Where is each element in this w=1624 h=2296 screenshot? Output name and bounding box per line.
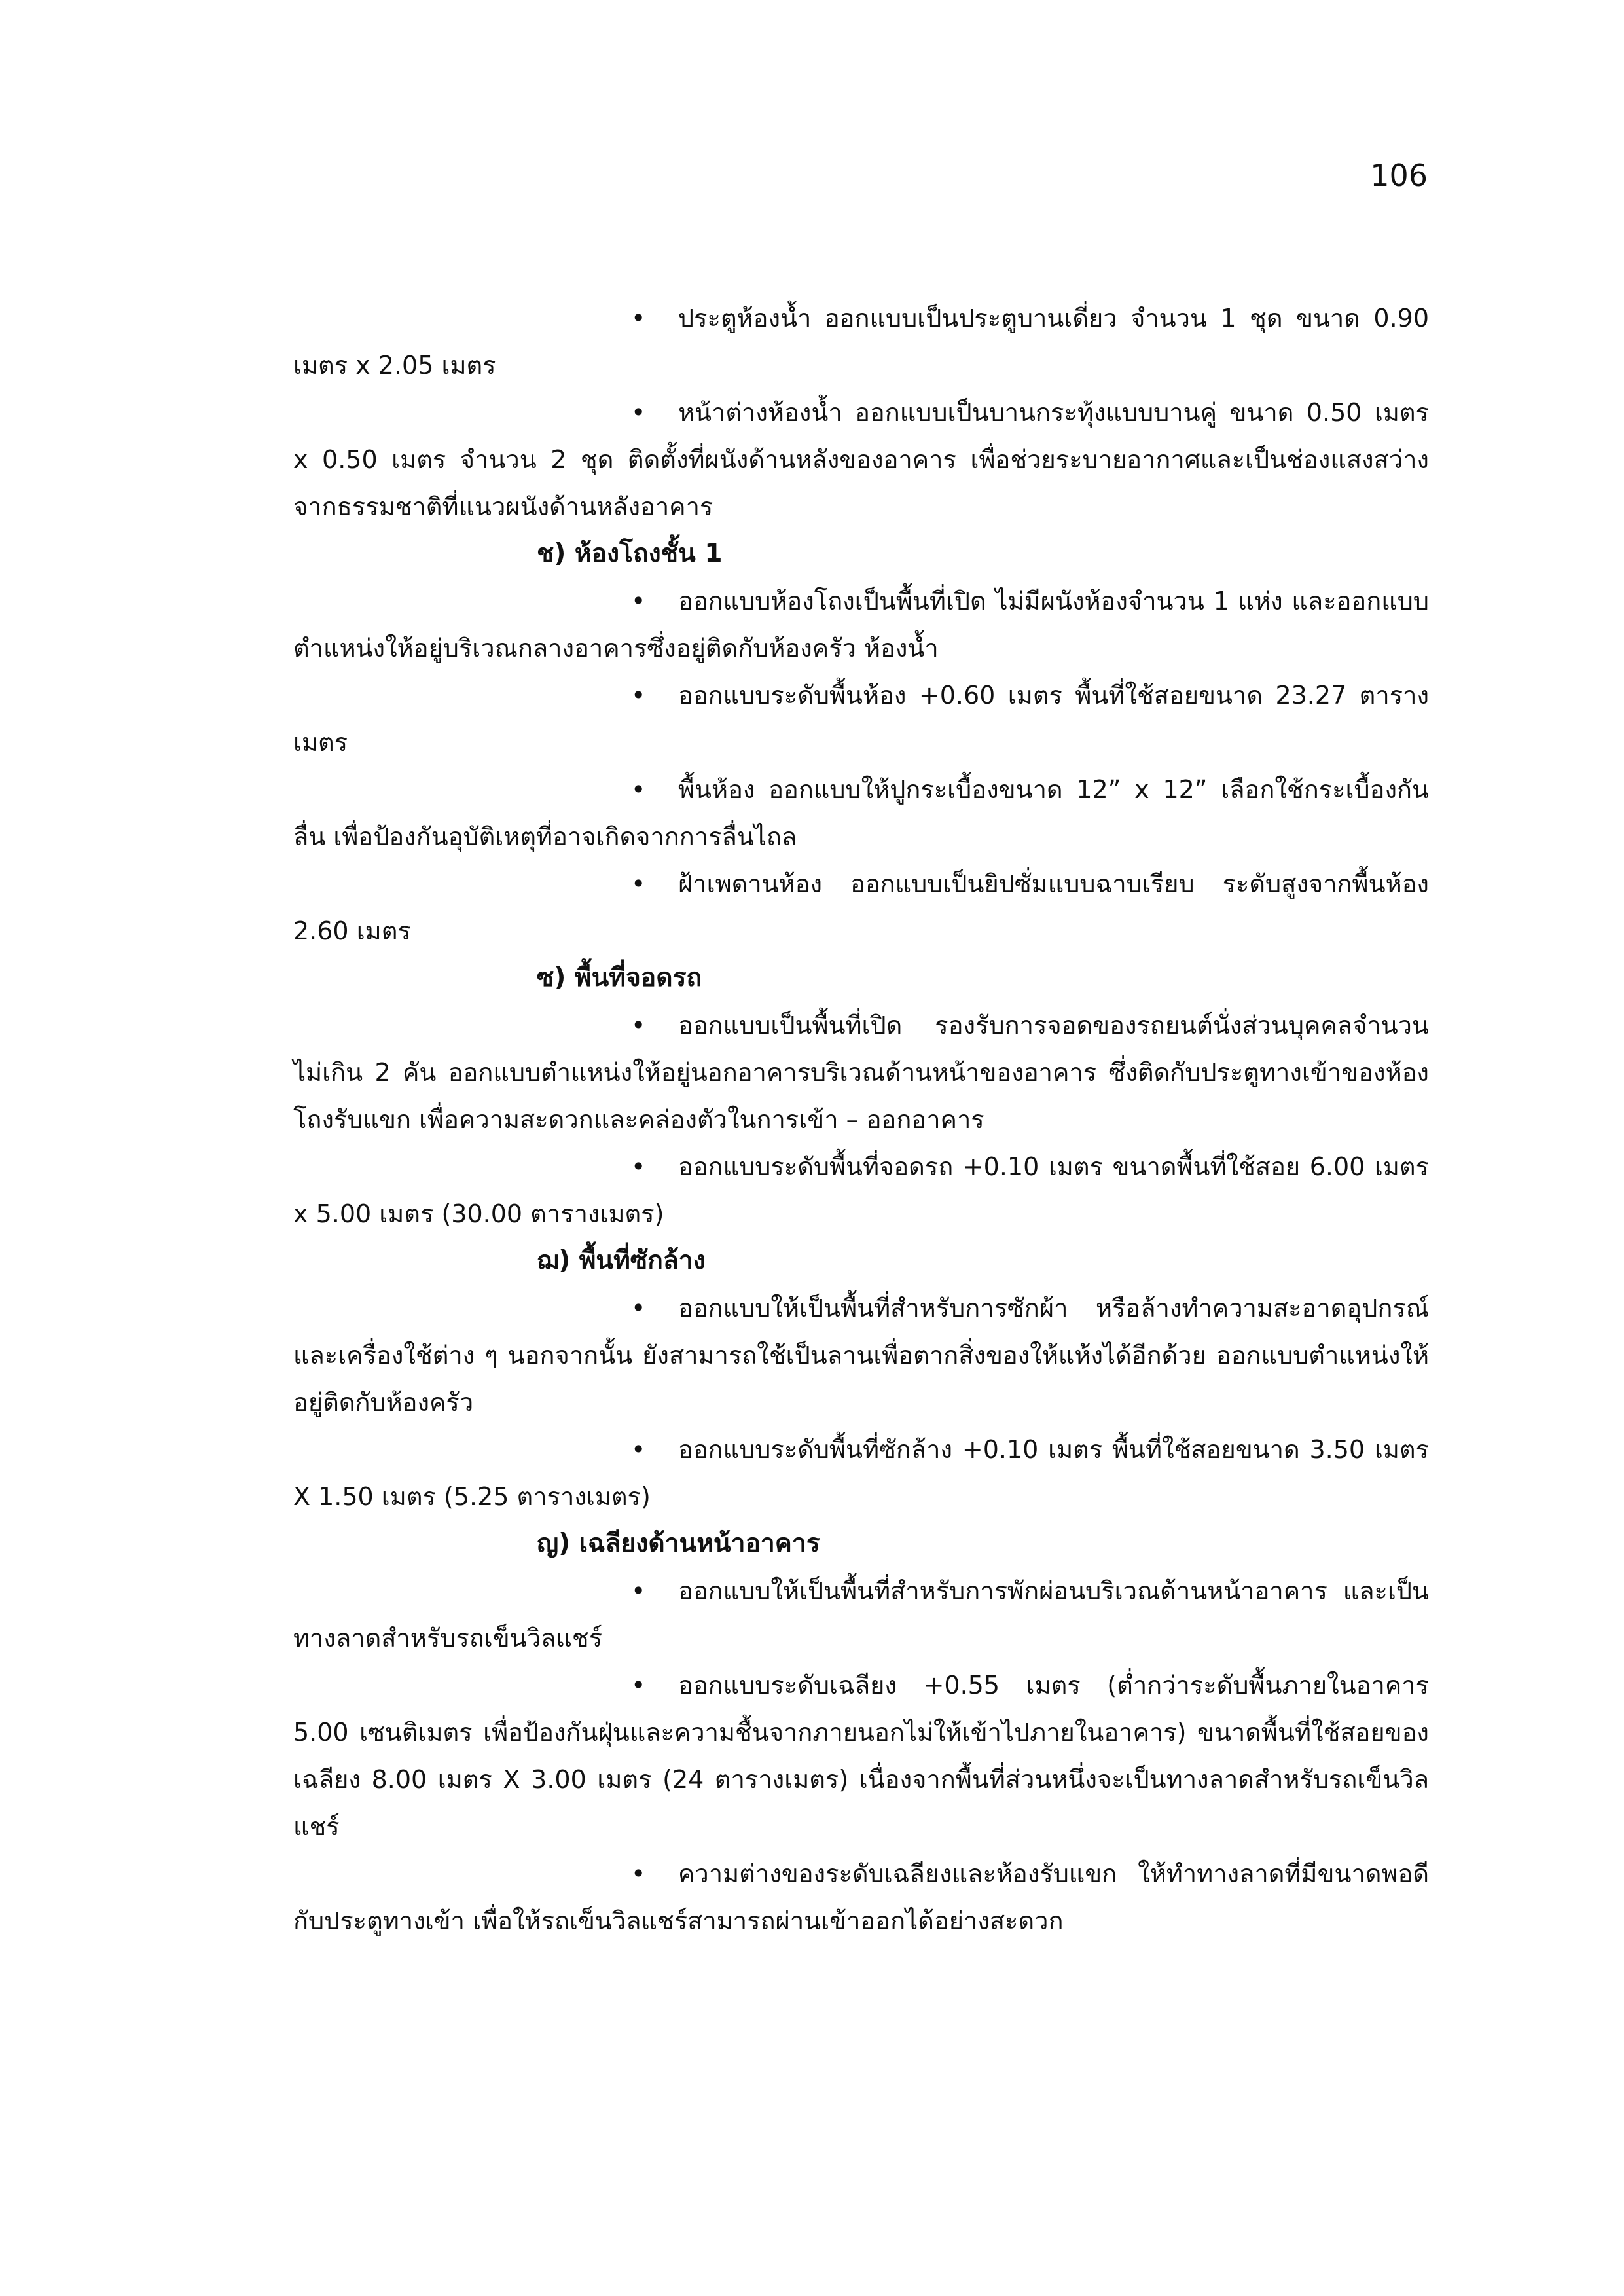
section-heading: ซ) พื้นที่จอดรถ <box>537 963 702 993</box>
document-body <box>293 295 1429 1944</box>
bullet-paragraph <box>293 1850 1429 1944</box>
bullet-icon: • <box>631 1671 646 1700</box>
bullet-icon: • <box>631 1011 646 1040</box>
bullet-icon: • <box>631 1859 646 1888</box>
bullet-icon: • <box>631 1152 646 1181</box>
bullet-paragraph <box>293 1002 1429 1143</box>
bullet-paragraph <box>293 577 1429 672</box>
bullet-paragraph <box>293 1662 1429 1850</box>
paragraph-text: ออกแบบเป็นพื้นที่เปิด รองรับการจอดของรถยนต์นั่งส่วนบุคคลจำนวนไม่เกิน 2 คัน ออกแบบตำแหน่งให้อยู่นอกอาคารบริเวณด้านหน้าของอาคาร ซึ่งติดกับประตูทางเข้าของห้องโถงรับแขก เพื่อความสะดวกและคล่องตัวในการเข้า – ออกอาคาร <box>293 1011 1429 1134</box>
bullet-icon: • <box>631 1576 646 1605</box>
bullet-icon: • <box>631 775 646 804</box>
paragraph-text: ประตูห้องน้ำ ออกแบบเป็นประตูบานเดี่ยว จำนวน 1 ชุด ขนาด 0.90 เมตร x 2.05 เมตร <box>293 304 1429 380</box>
paragraph-text: พื้นห้อง ออกแบบให้ปูกระเบื้องขนาด 12” x 12” เลือกใช้กระเบื้องกันลื่น เพื่อป้องกันอุบัติเหตุที่อาจเกิดจากการลื่นไถล <box>293 775 1429 851</box>
paragraph-text: ออกแบบระดับพื้นที่จอดรถ +0.10 เมตร ขนาดพื้นที่ใช้สอย 6.00 เมตร x 5.00 เมตร (30.00 ตารางเมตร) <box>293 1152 1429 1228</box>
paragraph-text: ฝ้าเพดานห้อง ออกแบบเป็นยิปซั่มแบบฉาบเรียบ ระดับสูงจากพื้นห้อง 2.60 เมตร <box>293 869 1429 945</box>
bullet-icon: • <box>631 1294 646 1322</box>
bullet-icon: • <box>631 398 646 427</box>
bullet-paragraph <box>293 672 1429 766</box>
page-number: 106 <box>1370 158 1428 193</box>
paragraph-text: ออกแบบให้เป็นพื้นที่สำหรับการซักผ้า หรือล้างทำความสะอาดอุปกรณ์และเครื่องใช้ต่าง ๆ นอกจากนั้น ยังสามารถใช้เป็นลานเพื่อตากสิ่งของให้แห้งได้อีกด้วย ออกแบบตำแหน่งให้อยู่ติดกับห้องครัว <box>293 1294 1429 1417</box>
paragraph-text: ออกแบบห้องโถงเป็นพื้นที่เปิด ไม่มีผนังห้องจำนวน 1 แห่ง และออกแบบตำแหน่งให้อยู่บริเวณกลางอาคารซึ่งอยู่ติดกับห้องครัว ห้องน้ำ <box>293 587 1429 663</box>
paragraph-text: ออกแบบระดับพื้นห้อง +0.60 เมตร พื้นที่ใช้สอยขนาด 23.27 ตารางเมตร <box>293 681 1429 757</box>
section-heading: ญ) เฉลียงด้านหน้าอาคาร <box>537 1529 820 1558</box>
bullet-icon: • <box>631 1435 646 1464</box>
bullet-paragraph <box>293 860 1429 955</box>
section-heading: ฌ) พื้นที่ซักล้าง <box>537 1246 706 1275</box>
paragraph-text: หน้าต่างห้องน้ำ ออกแบบเป็นบานกระทุ้งแบบบานคู่ ขนาด 0.50 เมตร x 0.50 เมตร จำนวน 2 ชุด ติดตั้งที่ผนังด้านหลังของอาคาร เพื่อช่วยระบายอากาศและเป็นช่องแสงสว่างจากธรรมชาติที่แนวผนังด้านหลังอาคาร <box>293 398 1429 521</box>
bullet-icon: • <box>631 681 646 710</box>
bullet-icon: • <box>631 869 646 898</box>
section-heading: ช) ห้องโถงชั้น 1 <box>537 539 723 568</box>
paragraph-text: ออกแบบระดับเฉลียง +0.55 เมตร (ต่ำกว่าระดับพื้นภายในอาคาร 5.00 เซนติเมตร เพื่อป้องกันฝุ่นและความชื้นจากภายนอกไม่ให้เข้าไปภายในอาคาร) ขนาดพื้นที่ใช้สอยของเฉลียง 8.00 เมตร X 3.00 เมตร (24 ตารางเมตร) เนื่องจากพื้นที่ส่วนหนึ่งจะเป็นทางลาดสำหรับรถเข็นวิลแชร์ <box>293 1671 1429 1841</box>
bullet-paragraph <box>293 389 1429 530</box>
bullet-paragraph <box>293 1285 1429 1426</box>
paragraph-text: ความต่างของระดับเฉลียงและห้องรับแขก ให้ทำทางลาดที่มีขนาดพอดีกับประตูทางเข้า เพื่อให้รถเข็นวิลแชร์สามารถผ่านเข้าออกได้อย่างสะดวก <box>293 1859 1429 1935</box>
bullet-icon: • <box>631 587 646 615</box>
bullet-paragraph <box>293 1143 1429 1237</box>
bullet-paragraph <box>293 1426 1429 1520</box>
bullet-paragraph <box>293 766 1429 860</box>
bullet-paragraph <box>293 295 1429 389</box>
paragraph-text: ออกแบบระดับพื้นที่ซักล้าง +0.10 เมตร พื้นที่ใช้สอยขนาด 3.50 เมตร X 1.50 เมตร (5.25 ตารางเมตร) <box>293 1435 1429 1511</box>
bullet-icon: • <box>631 304 646 333</box>
paragraph-text: ออกแบบให้เป็นพื้นที่สำหรับการพักผ่อนบริเวณด้านหน้าอาคาร และเป็นทางลาดสำหรับรถเข็นวิลแชร์ <box>293 1576 1429 1652</box>
bullet-paragraph <box>293 1567 1429 1662</box>
